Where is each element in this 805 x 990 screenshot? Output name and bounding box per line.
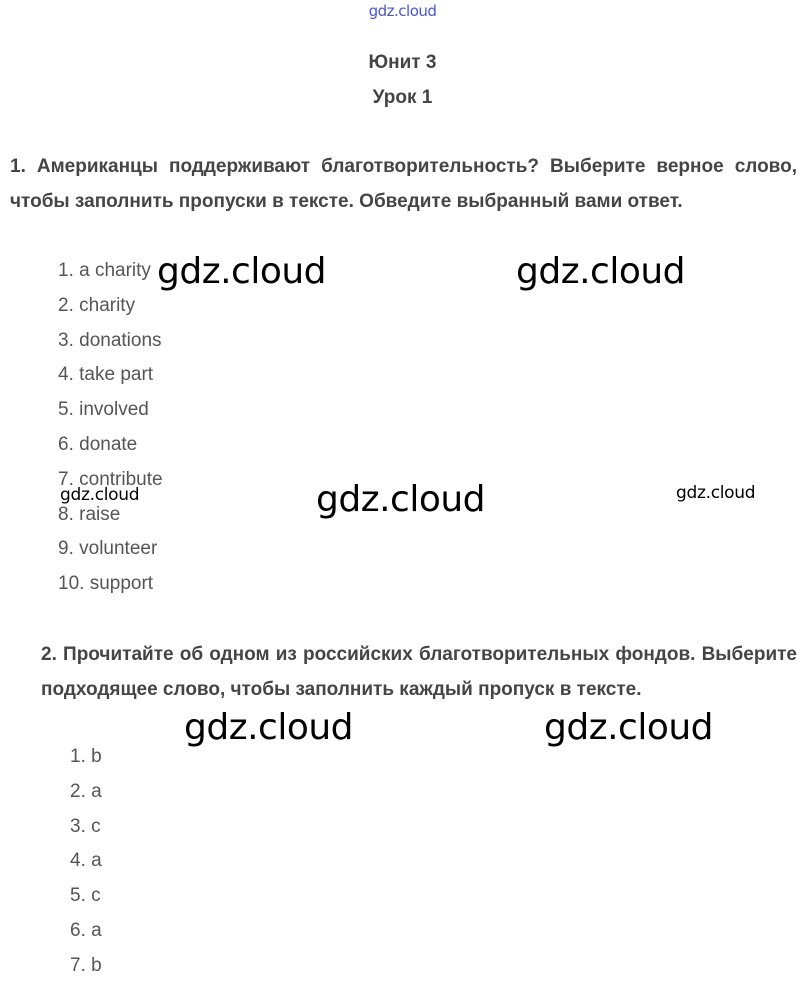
- watermark: gdz.cloud: [60, 485, 140, 505]
- task-1-answer-item: 1. a charity: [58, 260, 151, 281]
- task-2-answer-item: 4. a: [70, 850, 102, 872]
- watermark: gdz.cloud: [516, 251, 686, 292]
- task-2-answer-item: 1. b: [70, 746, 102, 767]
- task-1-answer-item: 10. support: [58, 573, 154, 595]
- task-2-instruction: [41, 637, 797, 707]
- task-1-answer-item: 8. raise: [58, 503, 121, 525]
- top-watermark: gdz.cloud: [368, 2, 437, 20]
- task-2-answer-item: 7. b: [70, 954, 102, 976]
- task-1-answer-list: [58, 254, 163, 602]
- watermark: gdz.cloud: [676, 483, 756, 503]
- lesson-heading: Урок 1: [372, 87, 433, 108]
- task-2-text: Прочитайте об одном из российских благотворительных фондов. Выберите подходящее слово, чтобы заполнить каждый пропуск в тексте.: [41, 644, 797, 700]
- watermark: gdz.cloud: [184, 707, 354, 748]
- task-1-text: Американцы поддерживают благотворительность? Выберите верное слово, чтобы заполнить пропуски в тексте. Обведите выбранный вами ответ.: [10, 156, 797, 212]
- task-2-answer-list: [70, 740, 102, 984]
- task-1-answer-item: 4. take part: [58, 364, 154, 386]
- watermark: gdz.cloud: [316, 479, 486, 520]
- task-2-answer-item: 6. a: [70, 919, 102, 941]
- unit-heading: Юнит 3: [368, 52, 437, 73]
- task-1-answer-item: 7. contribute: [58, 468, 163, 490]
- task-1-number: 1.: [10, 156, 26, 177]
- task-1-answer-item: 6. donate: [58, 433, 138, 455]
- task-2-answer-item: 5. c: [70, 885, 101, 907]
- watermark: gdz.cloud: [544, 707, 714, 748]
- task-1-instruction: [10, 149, 797, 219]
- task-1-answer-item: 3. donations: [58, 329, 162, 351]
- task-2-number: 2.: [41, 644, 57, 665]
- task-1-answer-item: 5. involved: [58, 399, 149, 421]
- task-2-answer-item: 3. c: [70, 815, 101, 837]
- task-1-answer-item: 9. volunteer: [58, 538, 158, 560]
- watermark: gdz.cloud: [157, 251, 327, 292]
- task-1-answer-item: 2. charity: [58, 294, 136, 316]
- task-2-answer-item: 2. a: [70, 780, 102, 802]
